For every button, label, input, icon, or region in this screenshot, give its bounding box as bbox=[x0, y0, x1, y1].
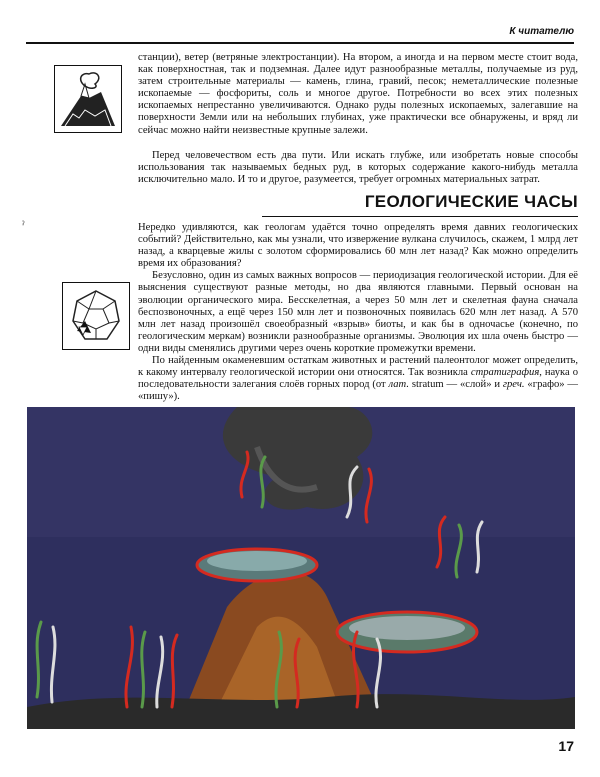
page-number: 17 bbox=[558, 738, 574, 754]
text-run: «графо» — «пишу»). bbox=[138, 379, 578, 403]
paragraph bbox=[138, 355, 578, 403]
abbr-greek: греч. bbox=[502, 379, 525, 391]
geologic-clock-text bbox=[138, 222, 578, 403]
crystal-icon bbox=[62, 282, 130, 350]
text-run: , наука о последовательности залегания слоёв горных пород (от bbox=[138, 367, 579, 391]
term-stratigraphy: стратиграфия bbox=[470, 367, 540, 379]
paragraph: Безусловно, один из самых важных вопросов — периодизация геологической истории. Для её выяснения существуют разные методы, но два являются главными. Первый основан на эволюции органического мира. Бесскелетная, а через 50 млн лет и скелетная фауна сначала беспозвоночных, а ещё через 150 млн лет и позвоночных появилась 620 млн лет назад. А 570 млн лет назад произошёл своеобразный «взрыв» биоты, и как бы в одночасье (конечно, по геологическим меркам) возникли разнообразные организмы. Эволюция их шла очень быстро — одни виды сменялись другими через очень короткие промежутки времени. bbox=[138, 270, 578, 354]
undersea-volcano-illustration bbox=[27, 407, 575, 729]
paragraph: Нередко удивляются, как геологам удаётся точно определять время давних геологических событий? Действительно, как мы узнали, что извержение вулкана случилось, скажем, 1 млрд лет назад, а кварцевые жилы с золотом сформировались 60 млн лет назад? Как можно определить время их образования? bbox=[138, 222, 578, 270]
paragraph: Перед человечеством есть два пути. Или искать глубже, или изобретать новые способы использования так называемых бедных руд, в которых содержание какого-нибудь металла исключительно мало. И то и другое, разумеется, требует огромных материальных затрат. bbox=[138, 150, 578, 186]
volcano-icon bbox=[54, 65, 122, 133]
text-run: По найденным окаменевшим остаткам животных и растений палеонтолог может определить, к какому интервалу геологической истории они относятся. Так возникла bbox=[138, 355, 578, 379]
abbr-latin: лат. bbox=[388, 379, 409, 391]
intro-text-block bbox=[138, 52, 578, 137]
margin-mark: ˀ bbox=[22, 220, 25, 231]
paths-text-block bbox=[138, 150, 578, 186]
section-title: ГЕОЛОГИЧЕСКИЕ ЧАСЫ bbox=[262, 192, 578, 217]
paragraph: станции), ветер (ветряные электростанции). На втором, а иногда и на первом месте стоит вода, как поверхностная, так и подземная. Далее идут разнообразные металлы, получаемые из руд, затем строительные материалы — камень, глина, гравий, песок; неметаллические полезные ископаемые — фосфориты, соль и многое другое. Потребности во всех этих полезных ископаемых непрестанно увеличиваются. Однако руды полезных ископаемых, залегавшие на поверхности Земли или на небольших глубинах, уже практически все обнаружены, и вряд ли сейчас можно найти неизвестные крупные залежи. bbox=[138, 52, 578, 136]
running-head: К читателю bbox=[509, 26, 574, 37]
header-rule bbox=[26, 42, 574, 44]
text-run: stratum — «слой» и bbox=[409, 379, 503, 391]
